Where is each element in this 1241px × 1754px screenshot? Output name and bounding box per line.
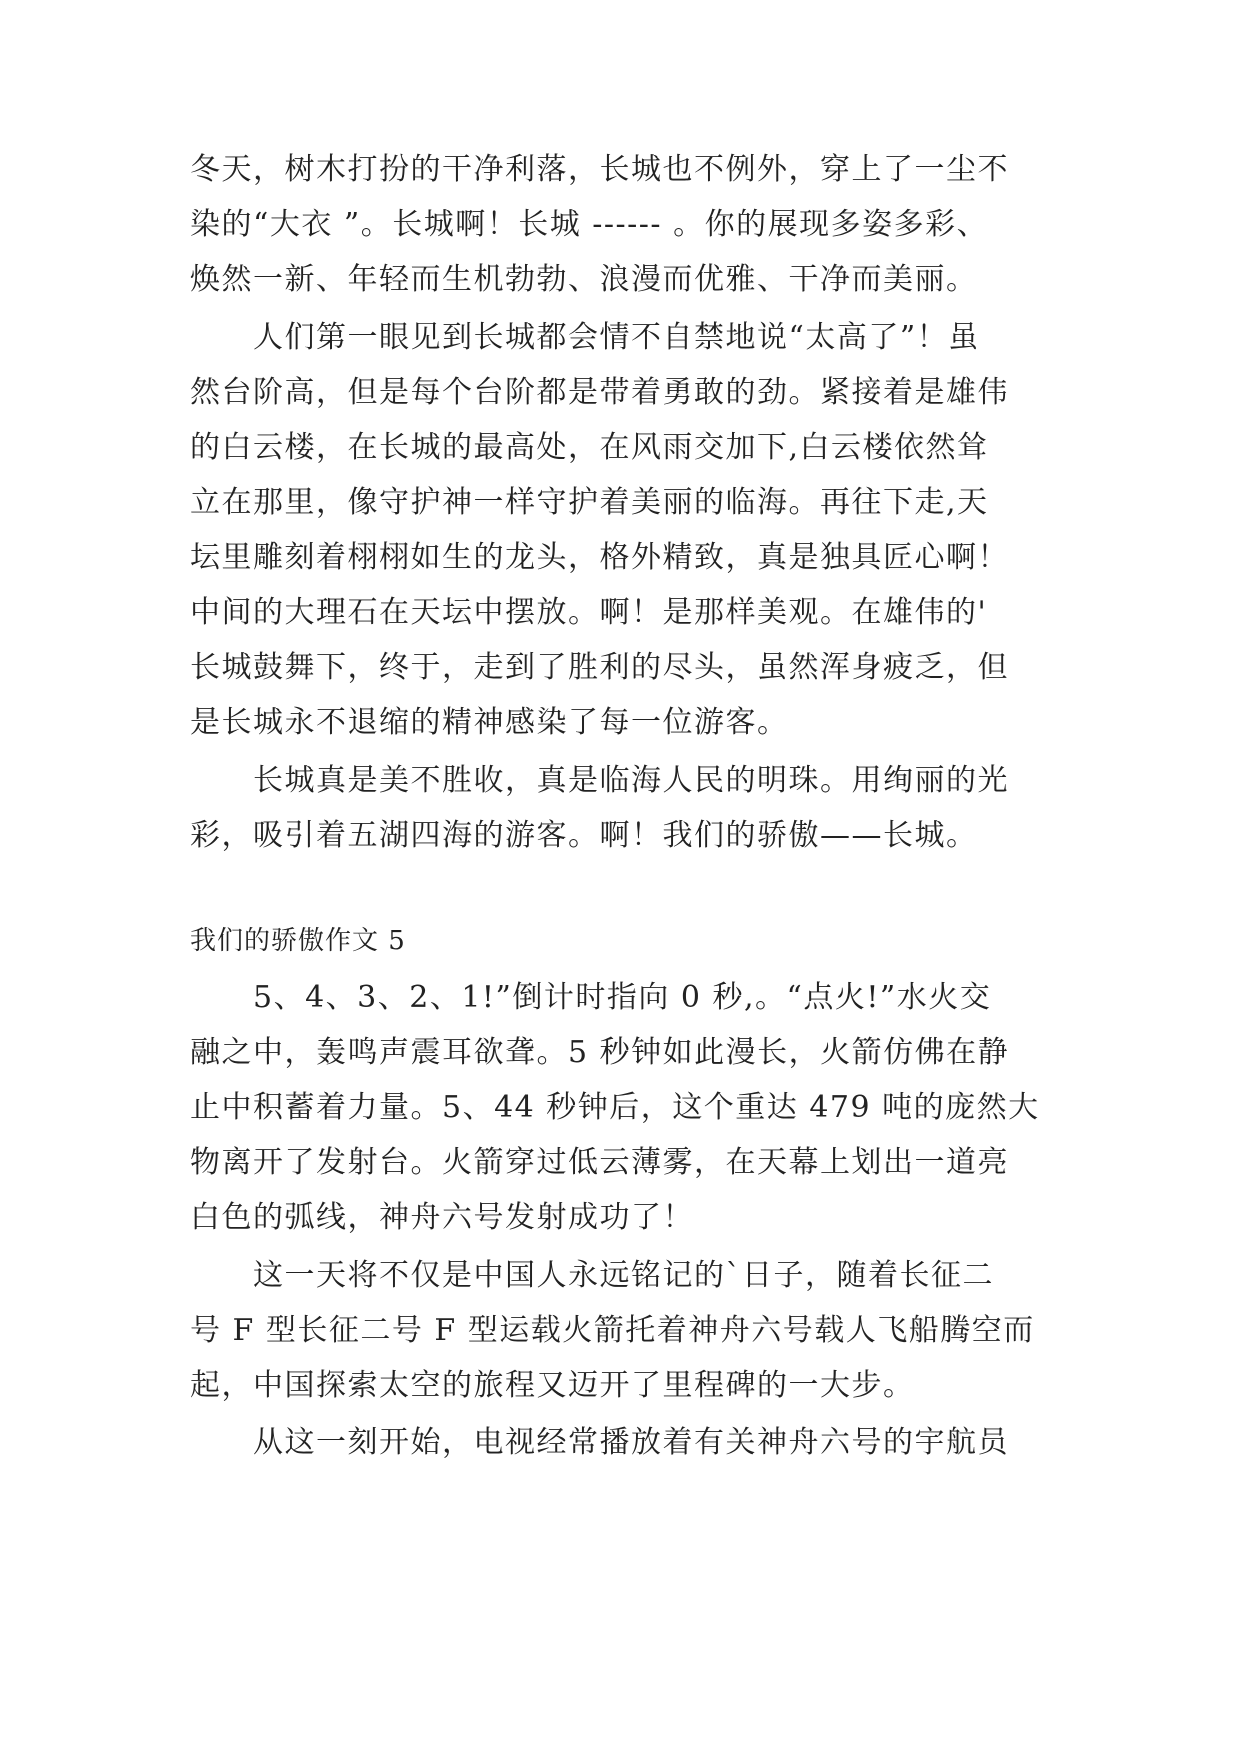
text-line: 彩，吸引着五湖四海的游客。啊！我们的骄傲——长城。 [190, 818, 978, 853]
text-line: 物离开了发射台。火箭穿过低云薄雾，在天幕上划出一道亮 [190, 1145, 1009, 1180]
text-line: 止中积蓄着力量。5、44 秒钟后，这个重达 479 吨的庞然大 [190, 1090, 1040, 1125]
text-line: 的白云楼，在长城的最高处，在风雨交加下,白云楼依然耸 [190, 430, 989, 465]
text-line: 白色的弧线，神舟六号发射成功了！ [190, 1200, 694, 1235]
section-heading: 我们的骄傲作文 5 [190, 926, 406, 956]
text-line: 5、4、3、2、1!”倒计时指向 0 秒,。“点火!”水火交 [190, 980, 992, 1015]
text-line: 冬天，树木打扮的干净利落，长城也不例外，穿上了一尘不 [190, 152, 1009, 187]
text-line: 立在那里，像守护神一样守护着美丽的临海。再往下走,天 [190, 485, 989, 520]
text-line: 染的“大衣 ”。长城啊！长城 ------ 。你的展现多姿多彩、 [190, 207, 989, 242]
text-line: 然台阶高，但是每个台阶都是带着勇敢的劲。紧接着是雄伟 [190, 375, 1009, 410]
text-line: 号 F 型长征二号 F 型运载火箭托着神舟六号载人飞船腾空而 [190, 1313, 1035, 1348]
text-line: 从这一刻开始，电视经常播放着有关神舟六号的宇航员 [190, 1425, 1009, 1460]
text-line: 这一天将不仅是中国人永远铭记的`日子，随着长征二 [190, 1258, 994, 1293]
text-line: 坛里雕刻着栩栩如生的龙头，格外精致，真是独具匠心啊！ [190, 540, 1009, 575]
text-line: 焕然一新、年轻而生机勃勃、浪漫而优雅、干净而美丽。 [190, 262, 978, 297]
text-line: 是长城永不退缩的精神感染了每一位游客。 [190, 705, 789, 740]
text-line: 长城真是美不胜收，真是临海人民的明珠。用绚丽的光 [190, 763, 1009, 798]
text-line: 中间的大理石在天坛中摆放。啊！是那样美观。在雄伟的' [190, 595, 988, 630]
text-line: 起，中国探索太空的旅程又迈开了里程碑的一大步。 [190, 1368, 915, 1403]
text-line: 融之中，轰鸣声震耳欲聋。5 秒钟如此漫长，火箭仿佛在静 [190, 1035, 1010, 1070]
text-line: 人们第一眼见到长城都会情不自禁地说“太高了”！虽 [190, 320, 980, 355]
text-line: 长城鼓舞下，终于，走到了胜利的尽头，虽然浑身疲乏，但 [190, 650, 1009, 685]
